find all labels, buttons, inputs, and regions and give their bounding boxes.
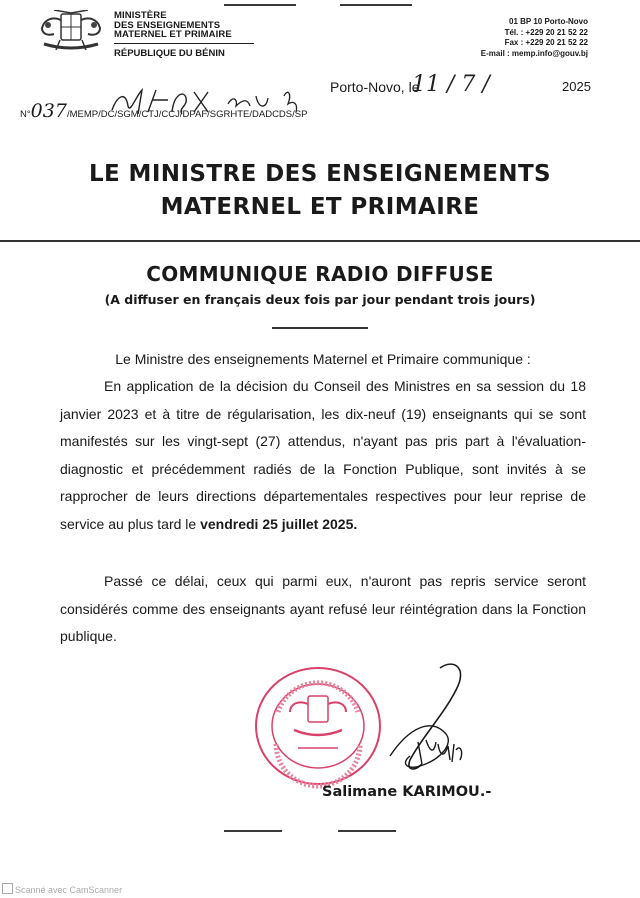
date-year: 2025 (562, 79, 591, 94)
body-paragraph-1 (60, 373, 586, 538)
paragraph-2-text: Passé ce délai, ceux qui parmi eux, n'auront pas repris service seront considérés comme des enseignants ayant refusé leur réintégration dans la Fonction publique. (60, 573, 586, 644)
deadline-date: vendredi 25 juillet 2025. (200, 515, 358, 532)
date-handwritten: 11 / 7 / (412, 72, 490, 97)
handwritten-initials-icon (108, 84, 318, 118)
ministry-line: MINISTÈRE (114, 10, 167, 21)
ministry-underline (114, 43, 254, 44)
ministry-line: MATERNEL ET PRIMAIRE (114, 29, 232, 40)
contact-fax: Fax : +229 20 21 52 22 (504, 38, 588, 47)
republic-label: RÉPUBLIQUE DU BÉNIN (114, 48, 225, 59)
minister-heading-line2: MATERNEL ET PRIMAIRE (160, 194, 480, 220)
signatory-name: Salimane KARIMOU.- (322, 784, 492, 800)
ministry-name (114, 11, 232, 40)
reference-handwritten-number: 037 (30, 100, 67, 122)
camscanner-icon (2, 883, 13, 894)
reference-path: /MEMP/DC/SGM/CTJ/CCJ/DPAF/SGRHTE/DADCDS/SP (66, 109, 308, 120)
paragraph-1-text: En application de la décision du Conseil des Ministres en sa session du 18 janvier 2023 et à titre de régularisation, les dix-neuf (19) enseignants qui se sont manifestés sur les vingt-sept (27) attendus, n'ayant pas pris part à l'évaluation-diagnostic et précédemment radiés de la Fonction Publique, sont invités à se rapprocher de leurs directions départementales respectives pour leur reprise de service au plus tard le (60, 378, 586, 532)
contact-block (481, 17, 588, 59)
top-rule-left (224, 4, 296, 6)
minister-heading (0, 158, 640, 224)
body-paragraph-2 (60, 568, 586, 651)
heading-divider (0, 240, 640, 242)
contact-address: 01 BP 10 Porto-Novo (509, 17, 588, 26)
contact-phone: Tél. : +229 20 21 52 22 (504, 27, 588, 37)
reference-prefix: N° (20, 109, 31, 120)
communique-subtitle: (A diffuser en français deux fois par jour pendant trois jours) (104, 292, 536, 307)
minister-heading-line1: LE MINISTRE DES ENSEIGNEMENTS (88, 161, 552, 187)
communique-title: COMMUNIQUE RADIO DIFFUSE (146, 262, 494, 286)
title-divider (272, 327, 368, 329)
scanner-watermark (2, 883, 122, 895)
scanner-watermark-text: Scanné avec CamScanner (15, 885, 123, 895)
signature-icon (350, 660, 500, 790)
top-rule-right (340, 4, 412, 6)
bottom-rule-left (224, 830, 282, 832)
body-intro: Le Ministre des enseignements Maternel et Primaire communique : (115, 351, 531, 367)
date-place: Porto-Novo, le (330, 79, 420, 95)
contact-email: E-mail : memp.info@gouv.bj (480, 48, 588, 58)
bottom-rule-right (338, 830, 396, 832)
ministry-line: DES ENSEIGNEMENTS (114, 19, 221, 31)
coat-of-arms-icon (34, 10, 108, 54)
